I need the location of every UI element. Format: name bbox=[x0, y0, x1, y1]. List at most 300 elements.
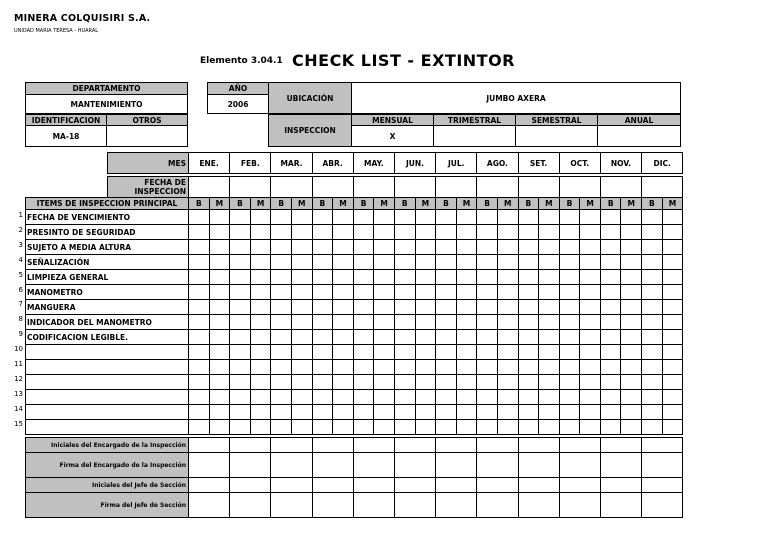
check-cell[interactable] bbox=[333, 240, 354, 255]
check-cell[interactable] bbox=[230, 330, 251, 345]
check-cell[interactable] bbox=[621, 285, 642, 300]
freq-mensual-value[interactable]: X bbox=[351, 125, 434, 147]
check-cell[interactable] bbox=[394, 420, 415, 435]
check-cell[interactable] bbox=[600, 210, 621, 225]
check-cell[interactable] bbox=[621, 315, 642, 330]
check-cell[interactable] bbox=[250, 375, 271, 390]
check-cell[interactable] bbox=[374, 375, 395, 390]
check-cell[interactable] bbox=[559, 330, 580, 345]
check-cell[interactable] bbox=[497, 420, 518, 435]
check-cell[interactable] bbox=[456, 270, 477, 285]
check-cell[interactable] bbox=[394, 360, 415, 375]
check-cell[interactable] bbox=[415, 270, 436, 285]
signature-cell[interactable] bbox=[642, 438, 683, 453]
check-cell[interactable] bbox=[621, 225, 642, 240]
check-cell[interactable] bbox=[209, 375, 230, 390]
check-cell[interactable] bbox=[621, 255, 642, 270]
check-cell[interactable] bbox=[497, 330, 518, 345]
check-cell[interactable] bbox=[456, 255, 477, 270]
check-cell[interactable] bbox=[353, 255, 374, 270]
check-cell[interactable] bbox=[230, 375, 251, 390]
check-cell[interactable] bbox=[271, 420, 292, 435]
check-cell[interactable] bbox=[394, 315, 415, 330]
check-cell[interactable] bbox=[291, 420, 312, 435]
check-cell[interactable] bbox=[374, 225, 395, 240]
check-cell[interactable] bbox=[600, 300, 621, 315]
check-cell[interactable] bbox=[580, 360, 601, 375]
check-cell[interactable] bbox=[291, 210, 312, 225]
check-cell[interactable] bbox=[291, 240, 312, 255]
check-cell[interactable] bbox=[559, 240, 580, 255]
check-cell[interactable] bbox=[415, 315, 436, 330]
check-cell[interactable] bbox=[436, 405, 457, 420]
check-cell[interactable] bbox=[353, 225, 374, 240]
check-cell[interactable] bbox=[518, 300, 539, 315]
check-cell[interactable] bbox=[662, 300, 683, 315]
check-cell[interactable] bbox=[374, 420, 395, 435]
check-cell[interactable] bbox=[353, 270, 374, 285]
check-cell[interactable] bbox=[353, 285, 374, 300]
check-cell[interactable] bbox=[456, 285, 477, 300]
check-cell[interactable] bbox=[600, 330, 621, 345]
check-cell[interactable] bbox=[209, 240, 230, 255]
check-cell[interactable] bbox=[642, 360, 663, 375]
check-cell[interactable] bbox=[415, 240, 436, 255]
check-cell[interactable] bbox=[230, 420, 251, 435]
check-cell[interactable] bbox=[312, 345, 333, 360]
check-cell[interactable] bbox=[497, 285, 518, 300]
check-cell[interactable] bbox=[580, 270, 601, 285]
check-cell[interactable] bbox=[312, 360, 333, 375]
check-cell[interactable] bbox=[353, 300, 374, 315]
check-cell[interactable] bbox=[271, 360, 292, 375]
check-cell[interactable] bbox=[271, 285, 292, 300]
check-cell[interactable] bbox=[621, 375, 642, 390]
check-cell[interactable] bbox=[600, 420, 621, 435]
check-cell[interactable] bbox=[333, 420, 354, 435]
signature-cell[interactable] bbox=[271, 453, 312, 478]
check-cell[interactable] bbox=[436, 240, 457, 255]
check-cell[interactable] bbox=[662, 360, 683, 375]
signature-cell[interactable] bbox=[477, 453, 518, 478]
check-cell[interactable] bbox=[497, 405, 518, 420]
signature-cell[interactable] bbox=[477, 493, 518, 518]
check-cell[interactable] bbox=[333, 375, 354, 390]
check-cell[interactable] bbox=[559, 345, 580, 360]
check-cell[interactable] bbox=[394, 240, 415, 255]
check-cell[interactable] bbox=[621, 240, 642, 255]
check-cell[interactable] bbox=[312, 420, 333, 435]
check-cell[interactable] bbox=[189, 225, 210, 240]
check-cell[interactable] bbox=[477, 300, 498, 315]
check-cell[interactable] bbox=[621, 270, 642, 285]
check-cell[interactable] bbox=[436, 345, 457, 360]
check-cell[interactable] bbox=[374, 210, 395, 225]
check-cell[interactable] bbox=[333, 360, 354, 375]
check-cell[interactable] bbox=[518, 390, 539, 405]
check-cell[interactable] bbox=[559, 390, 580, 405]
check-cell[interactable] bbox=[312, 255, 333, 270]
check-cell[interactable] bbox=[497, 315, 518, 330]
check-cell[interactable] bbox=[353, 390, 374, 405]
check-cell[interactable] bbox=[189, 360, 210, 375]
check-cell[interactable] bbox=[209, 360, 230, 375]
check-cell[interactable] bbox=[662, 240, 683, 255]
check-cell[interactable] bbox=[580, 225, 601, 240]
signature-cell[interactable] bbox=[477, 438, 518, 453]
check-cell[interactable] bbox=[518, 345, 539, 360]
check-cell[interactable] bbox=[539, 270, 560, 285]
check-cell[interactable] bbox=[539, 285, 560, 300]
check-cell[interactable] bbox=[539, 210, 560, 225]
check-cell[interactable] bbox=[600, 255, 621, 270]
check-cell[interactable] bbox=[189, 315, 210, 330]
check-cell[interactable] bbox=[580, 390, 601, 405]
check-cell[interactable] bbox=[456, 300, 477, 315]
check-cell[interactable] bbox=[312, 330, 333, 345]
signature-cell[interactable] bbox=[642, 493, 683, 518]
signature-cell[interactable] bbox=[436, 453, 477, 478]
check-cell[interactable] bbox=[580, 330, 601, 345]
check-cell[interactable] bbox=[312, 300, 333, 315]
check-cell[interactable] bbox=[271, 345, 292, 360]
check-cell[interactable] bbox=[662, 225, 683, 240]
check-cell[interactable] bbox=[436, 390, 457, 405]
signature-cell[interactable] bbox=[600, 438, 641, 453]
check-cell[interactable] bbox=[374, 405, 395, 420]
check-cell[interactable] bbox=[312, 375, 333, 390]
check-cell[interactable] bbox=[353, 210, 374, 225]
check-cell[interactable] bbox=[662, 375, 683, 390]
check-cell[interactable] bbox=[291, 270, 312, 285]
check-cell[interactable] bbox=[291, 405, 312, 420]
check-cell[interactable] bbox=[580, 405, 601, 420]
signature-cell[interactable] bbox=[230, 453, 271, 478]
fecha-cell[interactable] bbox=[189, 177, 230, 198]
check-cell[interactable] bbox=[539, 345, 560, 360]
check-cell[interactable] bbox=[600, 240, 621, 255]
signature-cell[interactable] bbox=[353, 478, 394, 493]
check-cell[interactable] bbox=[374, 270, 395, 285]
check-cell[interactable] bbox=[580, 420, 601, 435]
check-cell[interactable] bbox=[374, 390, 395, 405]
check-cell[interactable] bbox=[436, 210, 457, 225]
freq-trimestral-value[interactable] bbox=[433, 125, 516, 147]
check-cell[interactable] bbox=[415, 390, 436, 405]
check-cell[interactable] bbox=[291, 375, 312, 390]
fecha-cell[interactable] bbox=[518, 177, 559, 198]
check-cell[interactable] bbox=[333, 225, 354, 240]
check-cell[interactable] bbox=[271, 225, 292, 240]
check-cell[interactable] bbox=[642, 390, 663, 405]
check-cell[interactable] bbox=[539, 315, 560, 330]
check-cell[interactable] bbox=[600, 345, 621, 360]
check-cell[interactable] bbox=[394, 255, 415, 270]
check-cell[interactable] bbox=[477, 330, 498, 345]
check-cell[interactable] bbox=[271, 210, 292, 225]
check-cell[interactable] bbox=[353, 405, 374, 420]
check-cell[interactable] bbox=[394, 345, 415, 360]
check-cell[interactable] bbox=[415, 255, 436, 270]
check-cell[interactable] bbox=[250, 300, 271, 315]
check-cell[interactable] bbox=[477, 285, 498, 300]
check-cell[interactable] bbox=[662, 390, 683, 405]
check-cell[interactable] bbox=[436, 270, 457, 285]
signature-cell[interactable] bbox=[436, 478, 477, 493]
check-cell[interactable] bbox=[477, 270, 498, 285]
check-cell[interactable] bbox=[436, 225, 457, 240]
check-cell[interactable] bbox=[518, 285, 539, 300]
check-cell[interactable] bbox=[477, 360, 498, 375]
check-cell[interactable] bbox=[477, 405, 498, 420]
check-cell[interactable] bbox=[271, 270, 292, 285]
signature-cell[interactable] bbox=[394, 438, 435, 453]
check-cell[interactable] bbox=[230, 240, 251, 255]
check-cell[interactable] bbox=[662, 420, 683, 435]
check-cell[interactable] bbox=[415, 300, 436, 315]
signature-cell[interactable] bbox=[189, 493, 230, 518]
signature-cell[interactable] bbox=[312, 453, 353, 478]
check-cell[interactable] bbox=[456, 405, 477, 420]
check-cell[interactable] bbox=[209, 405, 230, 420]
check-cell[interactable] bbox=[394, 390, 415, 405]
check-cell[interactable] bbox=[312, 315, 333, 330]
check-cell[interactable] bbox=[477, 390, 498, 405]
check-cell[interactable] bbox=[436, 315, 457, 330]
check-cell[interactable] bbox=[580, 240, 601, 255]
check-cell[interactable] bbox=[539, 240, 560, 255]
check-cell[interactable] bbox=[600, 405, 621, 420]
check-cell[interactable] bbox=[230, 405, 251, 420]
check-cell[interactable] bbox=[497, 345, 518, 360]
freq-anual-value[interactable] bbox=[597, 125, 681, 147]
check-cell[interactable] bbox=[333, 270, 354, 285]
check-cell[interactable] bbox=[250, 225, 271, 240]
check-cell[interactable] bbox=[394, 210, 415, 225]
check-cell[interactable] bbox=[333, 390, 354, 405]
signature-cell[interactable] bbox=[436, 438, 477, 453]
check-cell[interactable] bbox=[436, 300, 457, 315]
signature-cell[interactable] bbox=[312, 478, 353, 493]
check-cell[interactable] bbox=[415, 360, 436, 375]
check-cell[interactable] bbox=[353, 240, 374, 255]
check-cell[interactable] bbox=[271, 240, 292, 255]
check-cell[interactable] bbox=[415, 225, 436, 240]
check-cell[interactable] bbox=[436, 360, 457, 375]
check-cell[interactable] bbox=[477, 345, 498, 360]
check-cell[interactable] bbox=[230, 225, 251, 240]
check-cell[interactable] bbox=[642, 300, 663, 315]
check-cell[interactable] bbox=[497, 255, 518, 270]
check-cell[interactable] bbox=[189, 270, 210, 285]
check-cell[interactable] bbox=[230, 210, 251, 225]
signature-cell[interactable] bbox=[600, 493, 641, 518]
check-cell[interactable] bbox=[456, 420, 477, 435]
check-cell[interactable] bbox=[559, 210, 580, 225]
check-cell[interactable] bbox=[621, 405, 642, 420]
check-cell[interactable] bbox=[456, 375, 477, 390]
check-cell[interactable] bbox=[662, 405, 683, 420]
check-cell[interactable] bbox=[662, 345, 683, 360]
check-cell[interactable] bbox=[456, 345, 477, 360]
check-cell[interactable] bbox=[189, 210, 210, 225]
check-cell[interactable] bbox=[291, 315, 312, 330]
check-cell[interactable] bbox=[580, 315, 601, 330]
fecha-cell[interactable] bbox=[477, 177, 518, 198]
check-cell[interactable] bbox=[333, 330, 354, 345]
check-cell[interactable] bbox=[621, 300, 642, 315]
check-cell[interactable] bbox=[271, 330, 292, 345]
fecha-cell[interactable] bbox=[642, 177, 683, 198]
check-cell[interactable] bbox=[250, 315, 271, 330]
check-cell[interactable] bbox=[456, 225, 477, 240]
signature-cell[interactable] bbox=[230, 478, 271, 493]
check-cell[interactable] bbox=[209, 315, 230, 330]
check-cell[interactable] bbox=[642, 225, 663, 240]
signature-cell[interactable] bbox=[559, 438, 600, 453]
check-cell[interactable] bbox=[209, 285, 230, 300]
fecha-cell[interactable] bbox=[559, 177, 600, 198]
signature-cell[interactable] bbox=[394, 453, 435, 478]
check-cell[interactable] bbox=[518, 420, 539, 435]
check-cell[interactable] bbox=[477, 255, 498, 270]
check-cell[interactable] bbox=[312, 225, 333, 240]
check-cell[interactable] bbox=[539, 330, 560, 345]
check-cell[interactable] bbox=[291, 330, 312, 345]
check-cell[interactable] bbox=[518, 375, 539, 390]
check-cell[interactable] bbox=[291, 390, 312, 405]
check-cell[interactable] bbox=[518, 225, 539, 240]
check-cell[interactable] bbox=[642, 420, 663, 435]
check-cell[interactable] bbox=[559, 255, 580, 270]
check-cell[interactable] bbox=[539, 375, 560, 390]
check-cell[interactable] bbox=[333, 345, 354, 360]
check-cell[interactable] bbox=[189, 345, 210, 360]
check-cell[interactable] bbox=[374, 285, 395, 300]
check-cell[interactable] bbox=[394, 405, 415, 420]
check-cell[interactable] bbox=[559, 420, 580, 435]
check-cell[interactable] bbox=[291, 225, 312, 240]
check-cell[interactable] bbox=[250, 330, 271, 345]
check-cell[interactable] bbox=[497, 300, 518, 315]
check-cell[interactable] bbox=[271, 300, 292, 315]
signature-cell[interactable] bbox=[559, 493, 600, 518]
check-cell[interactable] bbox=[415, 330, 436, 345]
check-cell[interactable] bbox=[477, 210, 498, 225]
check-cell[interactable] bbox=[271, 315, 292, 330]
check-cell[interactable] bbox=[353, 360, 374, 375]
signature-cell[interactable] bbox=[600, 453, 641, 478]
freq-semestral-value[interactable] bbox=[515, 125, 598, 147]
signature-cell[interactable] bbox=[189, 478, 230, 493]
check-cell[interactable] bbox=[539, 300, 560, 315]
check-cell[interactable] bbox=[394, 285, 415, 300]
fecha-cell[interactable] bbox=[230, 177, 271, 198]
signature-cell[interactable] bbox=[394, 493, 435, 518]
check-cell[interactable] bbox=[250, 345, 271, 360]
signature-cell[interactable] bbox=[642, 453, 683, 478]
check-cell[interactable] bbox=[559, 375, 580, 390]
check-cell[interactable] bbox=[477, 420, 498, 435]
check-cell[interactable] bbox=[333, 210, 354, 225]
check-cell[interactable] bbox=[539, 360, 560, 375]
check-cell[interactable] bbox=[559, 360, 580, 375]
check-cell[interactable] bbox=[497, 360, 518, 375]
check-cell[interactable] bbox=[497, 225, 518, 240]
check-cell[interactable] bbox=[230, 345, 251, 360]
check-cell[interactable] bbox=[477, 240, 498, 255]
check-cell[interactable] bbox=[539, 420, 560, 435]
check-cell[interactable] bbox=[250, 285, 271, 300]
check-cell[interactable] bbox=[415, 210, 436, 225]
signature-cell[interactable] bbox=[518, 478, 559, 493]
check-cell[interactable] bbox=[518, 315, 539, 330]
signature-cell[interactable] bbox=[271, 493, 312, 518]
check-cell[interactable] bbox=[642, 270, 663, 285]
check-cell[interactable] bbox=[415, 285, 436, 300]
fecha-cell[interactable] bbox=[436, 177, 477, 198]
check-cell[interactable] bbox=[600, 315, 621, 330]
check-cell[interactable] bbox=[394, 225, 415, 240]
check-cell[interactable] bbox=[189, 375, 210, 390]
check-cell[interactable] bbox=[333, 405, 354, 420]
check-cell[interactable] bbox=[291, 255, 312, 270]
check-cell[interactable] bbox=[230, 255, 251, 270]
check-cell[interactable] bbox=[497, 270, 518, 285]
check-cell[interactable] bbox=[662, 285, 683, 300]
fecha-cell[interactable] bbox=[353, 177, 394, 198]
check-cell[interactable] bbox=[497, 210, 518, 225]
check-cell[interactable] bbox=[559, 270, 580, 285]
check-cell[interactable] bbox=[662, 255, 683, 270]
check-cell[interactable] bbox=[230, 300, 251, 315]
check-cell[interactable] bbox=[394, 300, 415, 315]
check-cell[interactable] bbox=[189, 285, 210, 300]
check-cell[interactable] bbox=[271, 405, 292, 420]
check-cell[interactable] bbox=[312, 405, 333, 420]
check-cell[interactable] bbox=[456, 315, 477, 330]
check-cell[interactable] bbox=[662, 210, 683, 225]
check-cell[interactable] bbox=[436, 420, 457, 435]
check-cell[interactable] bbox=[518, 270, 539, 285]
check-cell[interactable] bbox=[642, 255, 663, 270]
check-cell[interactable] bbox=[333, 285, 354, 300]
fecha-cell[interactable] bbox=[271, 177, 312, 198]
check-cell[interactable] bbox=[456, 360, 477, 375]
check-cell[interactable] bbox=[353, 315, 374, 330]
check-cell[interactable] bbox=[250, 360, 271, 375]
check-cell[interactable] bbox=[477, 375, 498, 390]
signature-cell[interactable] bbox=[230, 438, 271, 453]
check-cell[interactable] bbox=[642, 210, 663, 225]
signature-cell[interactable] bbox=[600, 478, 641, 493]
check-cell[interactable] bbox=[189, 255, 210, 270]
check-cell[interactable] bbox=[518, 255, 539, 270]
check-cell[interactable] bbox=[642, 315, 663, 330]
check-cell[interactable] bbox=[662, 315, 683, 330]
check-cell[interactable] bbox=[209, 255, 230, 270]
check-cell[interactable] bbox=[189, 240, 210, 255]
check-cell[interactable] bbox=[394, 330, 415, 345]
check-cell[interactable] bbox=[230, 390, 251, 405]
check-cell[interactable] bbox=[415, 345, 436, 360]
check-cell[interactable] bbox=[271, 390, 292, 405]
check-cell[interactable] bbox=[477, 225, 498, 240]
fecha-cell[interactable] bbox=[394, 177, 435, 198]
signature-cell[interactable] bbox=[394, 478, 435, 493]
check-cell[interactable] bbox=[662, 330, 683, 345]
signature-cell[interactable] bbox=[518, 493, 559, 518]
